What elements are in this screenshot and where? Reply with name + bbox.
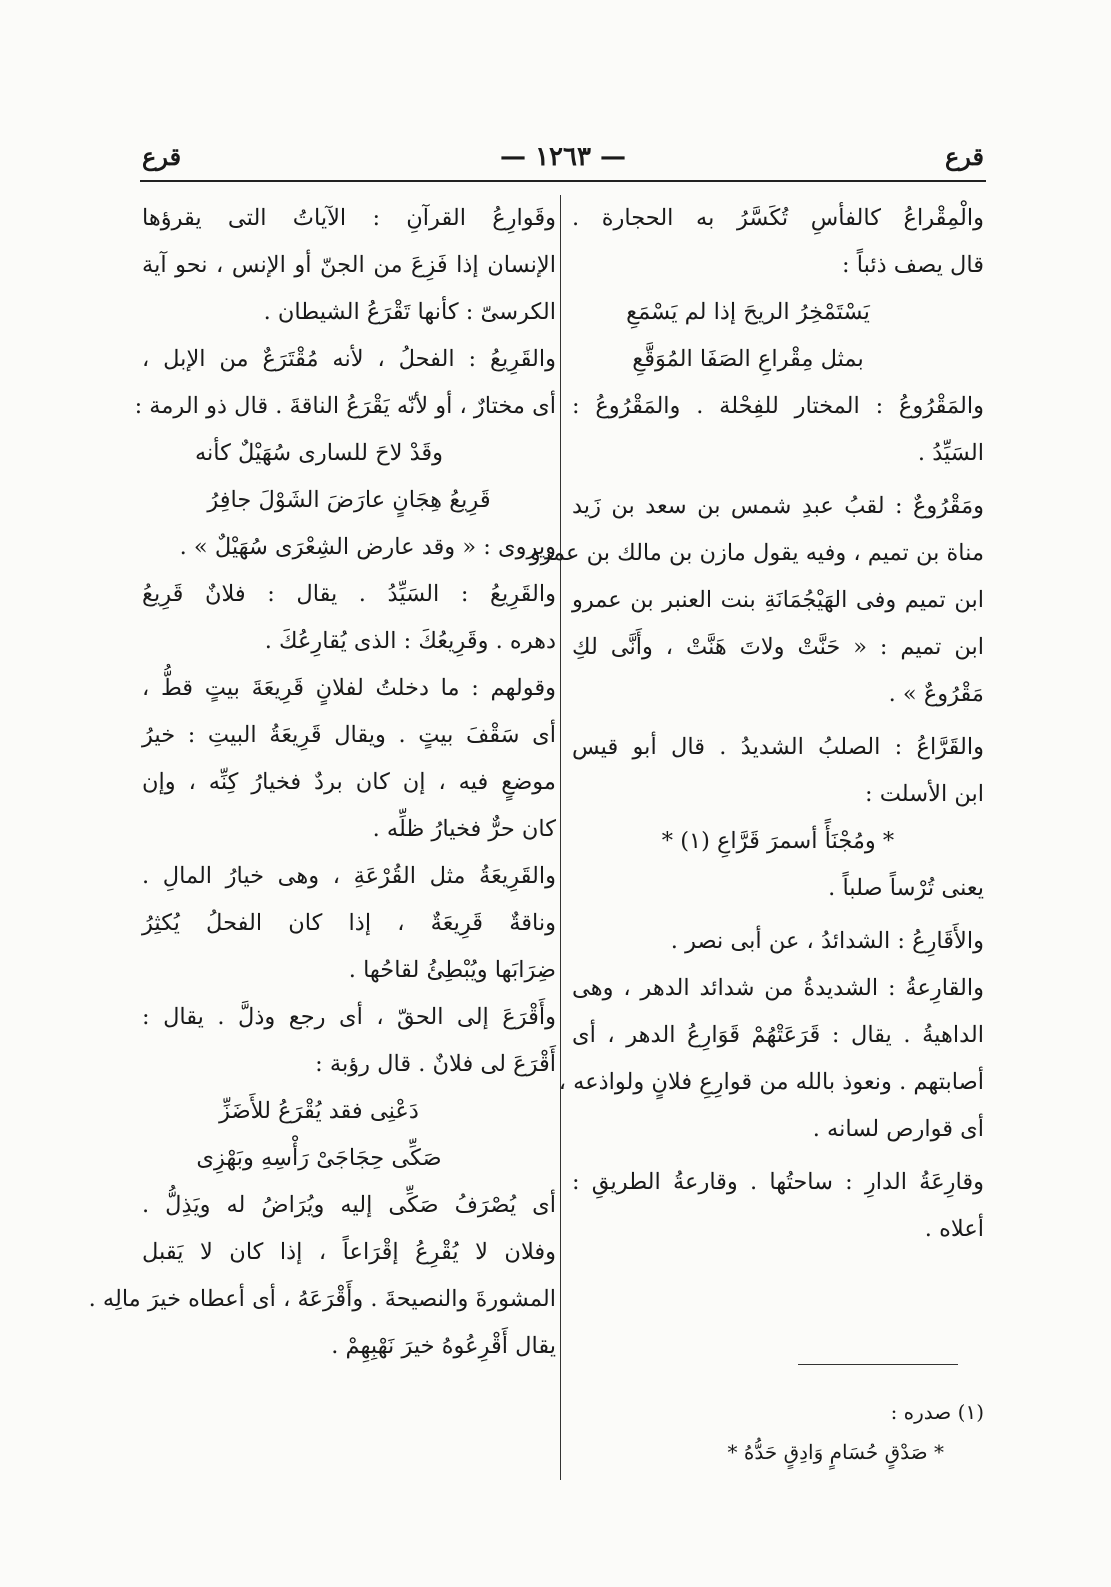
text-line: مَقْرُوعٌ » . bbox=[888, 681, 984, 707]
text-line: الإنسان إذا فَزِعَ من الجنّ أو الإنس ، نحو آية bbox=[142, 252, 556, 278]
text-line: وقَوارِعُ القرآنِ : الآياتُ التى يقرؤها bbox=[142, 205, 556, 231]
footnotes bbox=[572, 1392, 984, 1472]
text-line: مناة بن تميم ، وفيه يقول مازن بن مالك بن عمرو bbox=[529, 540, 984, 566]
verse-line: دَعْنِى فقد يُقْرَعُ للأَضَزِّ bbox=[219, 1098, 419, 1124]
text-line: أى يُصْرَفُ صَكِّى إليه ويُرَاضُ له ويَذِلُّ . bbox=[142, 1192, 556, 1218]
text-line: وقولهم : ما دخلتُ لفلانٍ قَرِيعَةَ بيتٍ قطُّ ، bbox=[142, 675, 556, 701]
text-line: ويروى : « وقد عارض الشِعْرَى سُهَيْلٌ » . bbox=[179, 534, 556, 560]
left-column bbox=[88, 195, 556, 1485]
verse-line: قَرِيعُ هِجَانٍ عارَضَ الشَوْلَ جافِرُ bbox=[207, 487, 491, 513]
verse-line: * ومُجْنَأً أسمرَ قَرَّاعِ (١) * bbox=[661, 828, 895, 854]
verse-line: بمثل مِقْراعِ الصَفَا المُوَقَّعِ bbox=[632, 346, 864, 372]
right-column bbox=[529, 195, 984, 1485]
text-line: والأَقَارِعُ : الشدائدُ ، عن أبى نصر . bbox=[670, 928, 984, 954]
text-line: أصابتهم . ونعوذ بالله من قوارِعِ فلانٍ ولواذعه ، bbox=[558, 1069, 984, 1095]
text-line: والقَرَّاعُ : الصلبُ الشديدُ . قال أبو قيس bbox=[572, 734, 984, 760]
text-line: قال يصف ذئباً : bbox=[842, 252, 984, 278]
text-line: وناقةٌ قَرِيعَةٌ ، إذا كان الفحلُ يُكثِرُ bbox=[142, 910, 556, 936]
footnote-verse: * صَدْقٍ حُسَامٍ وَادِقٍ حَدُّهُ * bbox=[727, 1440, 944, 1464]
text-line: الداهيةُ . يقال : قَرَعَتْهُمْ قَوَارِعُ الدهر ، أى bbox=[572, 1022, 984, 1048]
text-line: دهره . وقَرِيعُكَ : الذى يُقارِعُكَ . bbox=[264, 628, 556, 654]
text-line: والقارِعةُ : الشديدةُ من شدائد الدهر ، وهى bbox=[572, 975, 984, 1001]
text-line: أعلاه . bbox=[924, 1216, 984, 1242]
text-line: ومَقْرُوعٌ : لقبُ عبدِ شمس بن سعد بن زَيد bbox=[572, 493, 984, 519]
verse-line: صَكِّى حِجَاجَىْ رَأْسِهِ وبَهْزِى bbox=[196, 1145, 442, 1171]
text-line: يعنى تُرْساً صلباً . bbox=[828, 875, 984, 901]
header-keyword-left: قرع bbox=[142, 142, 182, 171]
text-line: والْمِقْراعُ كالفأسِ تُكَسَّرُ به الحجارة . bbox=[572, 205, 984, 231]
text-line: الكرسىّ : كأنها تَقْرَعُ الشيطان . bbox=[263, 299, 556, 325]
text-line: ابن الأسلت : bbox=[864, 781, 984, 807]
text-line: وقارِعَةُ الدارِ : ساحتُها . وقارعةُ الطريقِ : bbox=[572, 1169, 984, 1195]
column-divider bbox=[560, 195, 561, 1480]
text-line: أى مختارٌ ، أو لأنّه يَقْرَعُ الناقةَ . قال ذو الرمة : bbox=[134, 393, 556, 419]
text-line: أى قوارص لسانه . bbox=[812, 1116, 984, 1142]
text-line: وأَقْرَعَ إلى الحقّ ، أى رجع وذلَّ . يقال : bbox=[142, 1004, 556, 1030]
text-line: والقَرِيعُ : السَيِّدُ . يقال : فلانٌ قَرِيعُ bbox=[142, 581, 556, 607]
footnote-rule bbox=[798, 1364, 958, 1365]
text-line: والقَرِيعُ : الفحلُ ، لأنه مُقْتَرَعٌ من الإبل ، bbox=[142, 346, 556, 372]
page-number: — ١٢٦٣ — bbox=[500, 142, 626, 172]
text-line: أَقْرَعَ لى فلانٌ . قال رؤبة : bbox=[315, 1051, 556, 1077]
verse-line: يَسْتَمْخِرُ الريحَ إذا لم يَسْمَعِ bbox=[626, 299, 870, 325]
text-line: المشورةَ والنصيحةَ . وأَقْرَعَهُ ، أى أعطاه خيرَ مالِه . bbox=[88, 1286, 556, 1312]
text-line: أى سَقْفَ بيتٍ . ويقال قَرِيعَةُ البيتِ : خيرُ bbox=[142, 722, 556, 748]
text-line: موضعٍ فيه ، إن كان بردٌ فخيارُ كِنِّه ، وإن bbox=[142, 769, 556, 795]
running-header bbox=[140, 140, 986, 182]
text-line: ابن تميم وفى الهَيْجُمَانَةِ بنت العنبر بن عمرو bbox=[572, 587, 984, 613]
text-line: والمَقْرُوعُ : المختار للفِحْلة . والمَقْرُوعُ : bbox=[572, 393, 984, 419]
text-line: السَيِّدُ . bbox=[917, 440, 984, 466]
header-keyword-right: قرع bbox=[944, 142, 984, 171]
text-line: كان حرٌّ فخيارُ ظلِّه . bbox=[372, 816, 556, 842]
text-line: يقال أَقْرِعُوهُ خيرَ نَهْبِهِمْ . bbox=[331, 1333, 556, 1359]
text-line: ابن تميم : « حَنَّتْ ولاتَ هَنَّتْ ، وأَنَّى لكِ bbox=[572, 634, 984, 660]
text-line: والقَرِيعَةُ مثل القُرْعَةِ ، وهى خيارُ المالِ . bbox=[142, 863, 556, 889]
verse-line: وقَدْ لاحَ للسارى سُهَيْلٌ كأنه bbox=[194, 440, 444, 466]
footnote-line: (١) صدره : bbox=[890, 1400, 984, 1424]
text-line: ضِرَابَها ويُبْطِئُ لقاحُها . bbox=[348, 957, 556, 983]
text-line: وفلان لا يُقْرِعُ إقْرَاعاً ، إذا كان لا يَقبل bbox=[142, 1239, 556, 1265]
